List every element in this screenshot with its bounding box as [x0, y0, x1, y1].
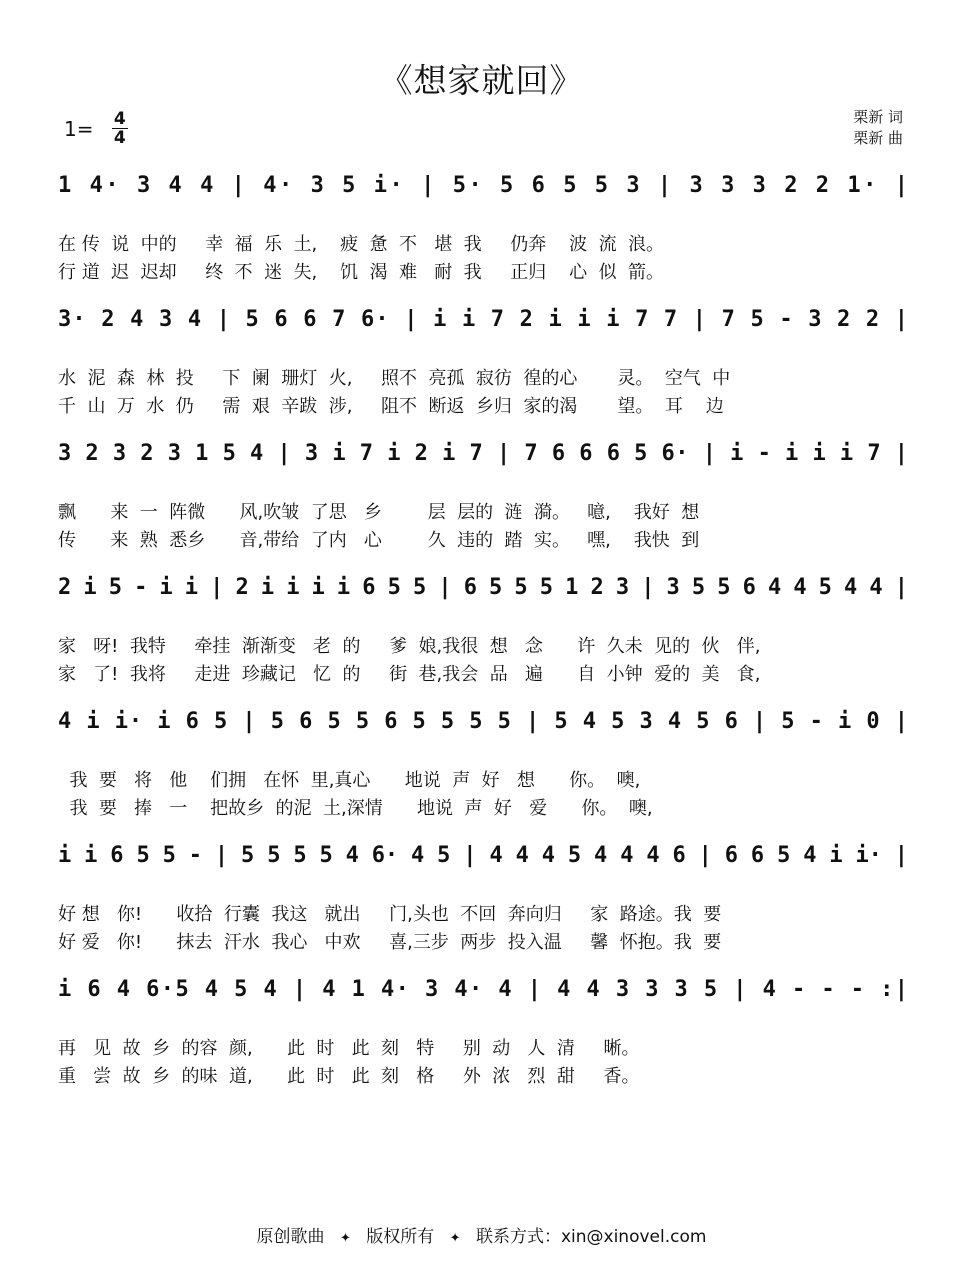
notation-text: 2 i 5 - i i | 2 i i i i 6 5 5 | 6 5 5 5 1 2 3 | 3 5 5 6 4 4 5 4 4 | [58, 575, 908, 600]
lyric-verse-2-row-2: 千 山 万 水 仍 需 艰 辛跋 涉, 阻不 断返 乡归 家的渴 望。 耳 边 [58, 396, 724, 417]
lyric-verse-1-row-5: 我 要 将 他 们拥 在怀 里,真心 地说 声 好 想 你。 噢, [58, 770, 641, 791]
footer-contact: 联系方式：xin@xinovel.com [475, 1227, 707, 1247]
score-row-4 [0, 562, 963, 692]
notation-text: 3 2 3 2 3 1 5 4 | 3 i 7 i 2 i 7 | 7 6 6 6 5 6· | i - i i i 7 | [58, 441, 908, 466]
time-signature-bottom: 4 [113, 128, 126, 148]
lyric-verse-2-row-3: 传 来 熟 悉乡 音,带给 了内 心 久 违的 踏 实。 嘿, 我快 到 [58, 530, 700, 551]
lyric-verse-1-row-7: 再 见 故 乡 的容 颜, 此 时 此 刻 特 别 动 人 清 晰。 [58, 1038, 640, 1059]
lyric-verse-2-row-6: 好 爱 你! 抹去 汗水 我心 中欢 喜,三步 两步 投入温 馨 怀抱。我 要 [58, 932, 722, 953]
time-signature-top: 4 [113, 109, 126, 129]
key-signature [64, 110, 128, 147]
notation-row-7 [0, 964, 963, 1024]
lyric-verse-1-row-3: 飘 来 一 阵微 风,吹皱 了思 乡 层 层的 涟 漪。 噫, 我好 想 [58, 502, 700, 523]
lyric-verse-2-row-1: 行 道 迟 迟却 终 不 迷 失, 饥 渴 难 耐 我 正归 心 似 箭。 [58, 262, 665, 283]
notation-row-6 [0, 830, 963, 890]
footer-separator-1: ✦ [339, 1231, 351, 1246]
score-row-3 [0, 428, 963, 558]
notation-row-3 [0, 428, 963, 488]
key-label: 1= [64, 116, 94, 141]
footer-copyright: 版权所有 [366, 1227, 435, 1247]
score-row-7 [0, 964, 963, 1094]
score-row-6 [0, 830, 963, 960]
lyric-verse-2-row-5: 我 要 捧 一 把故乡 的泥 土,深情 地说 声 好 爱 你。 噢, [58, 798, 653, 819]
song-title: 《想家就回》 [379, 61, 584, 100]
notation-row-1 [0, 160, 963, 220]
lyric-verse-2-row-7: 重 尝 故 乡 的味 道, 此 时 此 刻 格 外 浓 烈 甜 香。 [58, 1066, 640, 1087]
lyricist-credit: 栗新 词 [853, 108, 903, 126]
score-row-1 [0, 160, 963, 290]
footer-original: 原创歌曲 [256, 1227, 325, 1247]
notation-text: 1 4· 3 4 4 | 4· 3 5 i· | 5· 5 6 5 5 3 | 3 3 3 2 2 1· | [58, 173, 908, 198]
lyric-verse-1-row-1: 在 传 说 中的 幸 福 乐 土, 疲 惫 不 堪 我 仍奔 波 流 浪。 [58, 234, 665, 255]
notation-text: 3· 2 4 3 4 | 5 6 6 7 6· | i i 7 2 i i i 7 7 | 7 5 - 3 2 2 | [58, 307, 908, 332]
lyric-verse-1-row-6: 好 想 你! 收拾 行囊 我这 就出 门,头也 不回 奔向归 家 路途。我 要 [58, 904, 722, 925]
score-row-2 [0, 294, 963, 424]
time-signature [112, 110, 128, 147]
notation-text: i 6 4 6·5 4 5 4 | 4 1 4· 3 4· 4 | 4 4 3 3 3 5 | 4 - - - :| [58, 977, 908, 1002]
lyric-verse-2-row-4: 家 了! 我将 走进 珍藏记 忆 的 街 巷,我会 品 遍 自 小钟 爱的 美 食, [58, 664, 761, 685]
notation-row-2 [0, 294, 963, 354]
footer [0, 1222, 963, 1247]
footer-separator-2: ✦ [449, 1231, 461, 1246]
composer-credit: 栗新 曲 [853, 129, 903, 147]
notation-text: i i 6 5 5 - | 5 5 5 5 4 6· 4 5 | 4 4 4 5 4 4 4 6 | 6 6 5 4 i i· | [58, 843, 908, 868]
notation-row-4 [0, 562, 963, 622]
lyric-verse-1-row-4: 家 呀! 我特 牵挂 渐渐变 老 的 爹 娘,我很 想 念 许 久未 见的 伙 伴, [58, 636, 761, 657]
lyric-verse-1-row-2: 水 泥 森 林 投 下 阑 珊灯 火, 照不 亮孤 寂彷 徨的心 灵。 空气 中 [58, 368, 731, 389]
notation-row-5 [0, 696, 963, 756]
score-row-5 [0, 696, 963, 826]
notation-text: 4 i i· i 6 5 | 5 6 5 5 6 5 5 5 5 | 5 4 5 3 4 5 6 | 5 - i 0 | [58, 709, 909, 734]
